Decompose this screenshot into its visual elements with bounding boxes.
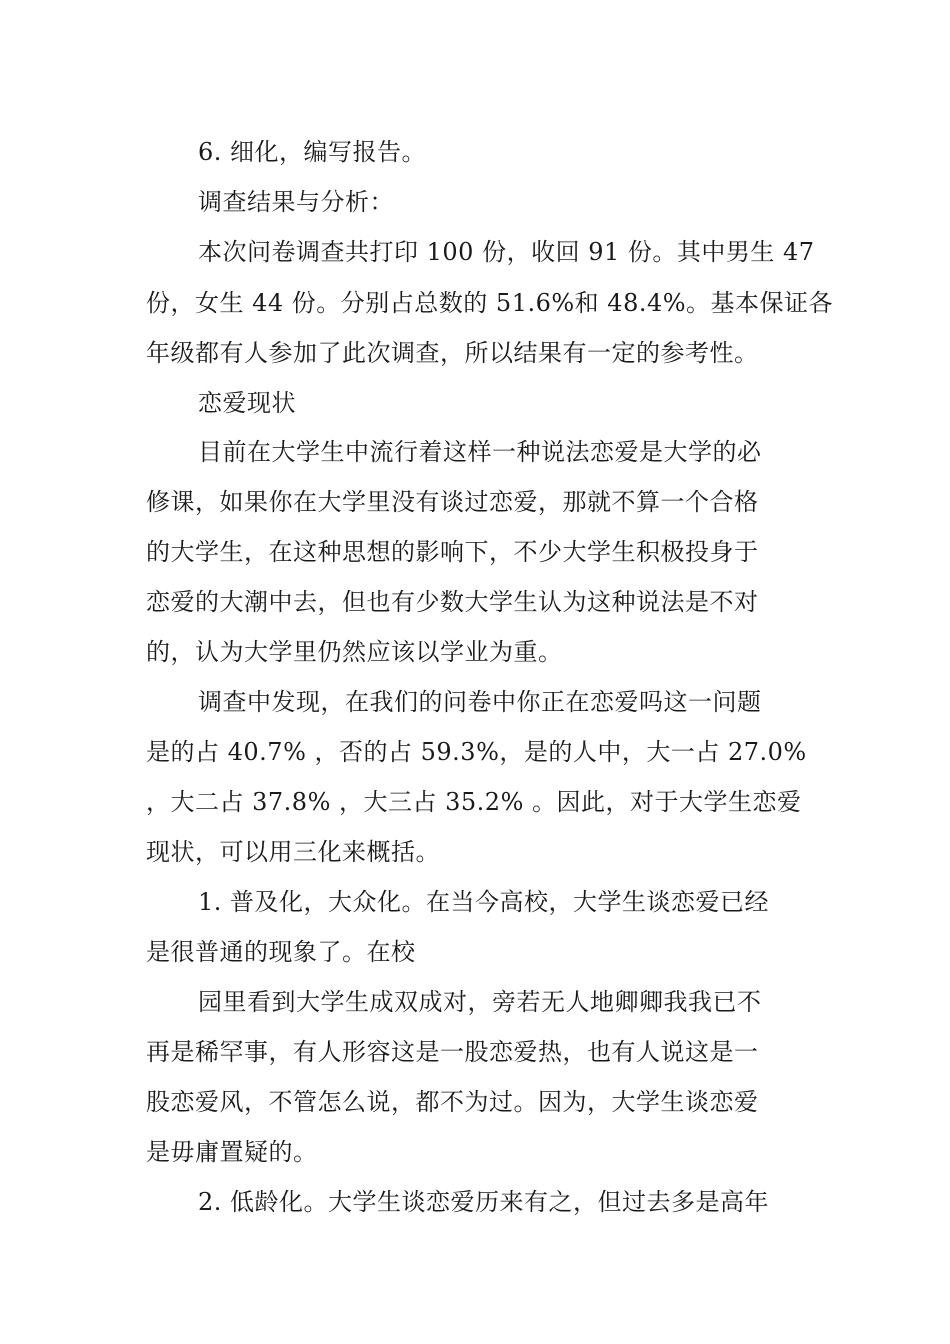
text-line: 现状，可以用三化来概括。: [146, 838, 440, 866]
text-line: 股恋爱风，不管怎么说，都不为过。因为，大学生谈恋爱: [146, 1088, 759, 1116]
text-line: 调查中发现，在我们的问卷中你正在恋爱吗这一问题: [198, 688, 762, 716]
text-line: 是的占 40.7% ，否的占 59.3%，是的人中，大一占 27.0%: [146, 738, 807, 766]
text-line: 本次问卷调查共打印 100 份，收回 91 份。其中男生 47: [198, 238, 815, 266]
text-line: 目前在大学生中流行着这样一种说法恋爱是大学的必: [198, 438, 762, 466]
text-line: 是很普通的现象了。在校: [146, 938, 416, 966]
text-line: ，大二占 37.8% ，大三占 35.2% 。因此，对于大学生恋爱: [146, 788, 802, 816]
text-line: 年级都有人参加了此次调查，所以结果有一定的参考性。: [146, 339, 759, 367]
section-heading: 调查结果与分析：: [198, 188, 394, 216]
text-line: 修课，如果你在大学里没有谈过恋爱，那就不算一个合格: [146, 488, 759, 516]
text-line: 恋爱的大潮中去，但也有少数大学生认为这种说法是不对: [146, 588, 759, 616]
text-line: 份，女生 44 份。分别占总数的 51.6%和 48.4%。基本保证各: [146, 289, 834, 317]
section-heading: 恋爱现状: [198, 389, 296, 417]
text-line: 6. 细化，编写报告。: [198, 138, 427, 166]
text-line: 再是稀罕事，有人形容这是一股恋爱热，也有人说这是一: [146, 1038, 759, 1066]
text-line: 是毋庸置疑的。: [146, 1138, 318, 1166]
text-line: 园里看到大学生成双成对，旁若无人地卿卿我我已不: [198, 988, 762, 1016]
text-line: 1. 普及化，大众化。在当今高校，大学生谈恋爱已经: [198, 888, 770, 916]
text-line: 的，认为大学里仍然应该以学业为重。: [146, 638, 563, 666]
text-line: 的大学生，在这种思想的影响下，不少大学生积极投身于: [146, 538, 759, 566]
text-line: 2. 低龄化。大学生谈恋爱历来有之，但过去多是高年: [198, 1188, 770, 1216]
